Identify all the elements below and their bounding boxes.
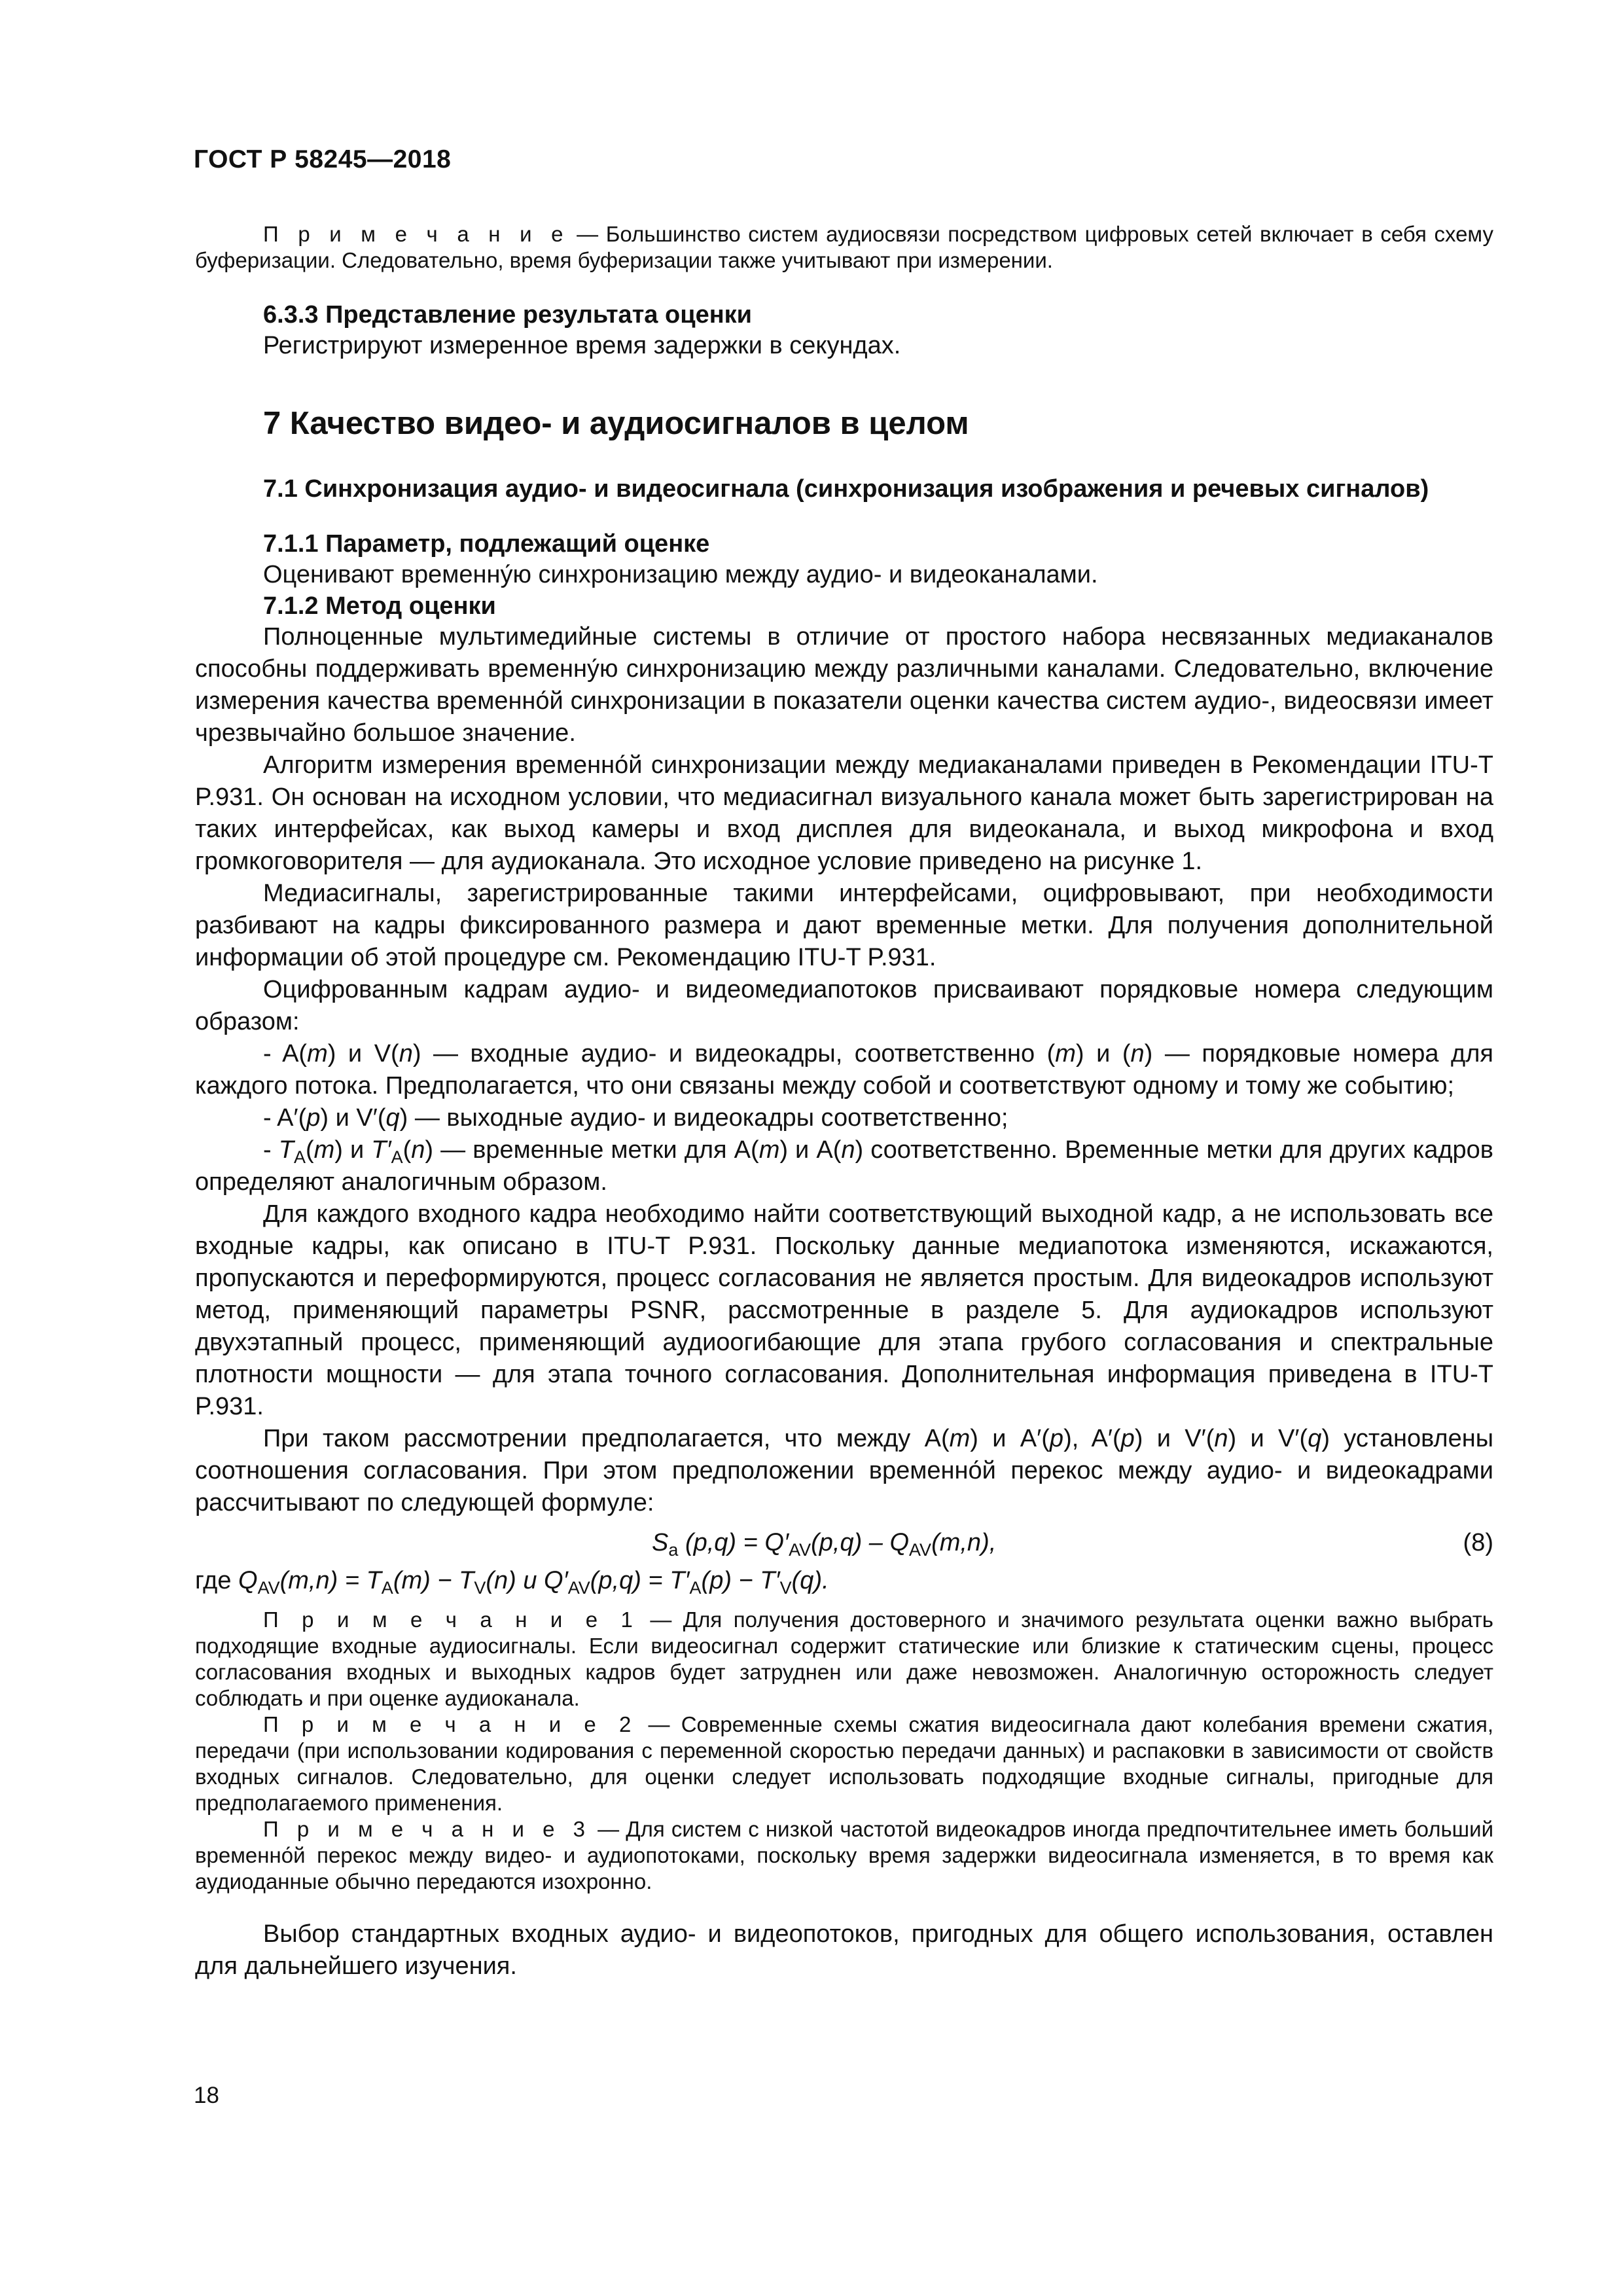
note-text: — Большинство систем аудиосвязи посредством цифровых сетей включает в себя схему буферизации. Следовательно, время буферизации также учитывают при измерении. xyxy=(195,222,1493,272)
paragraph-matching: Для каждого входного кадра необходимо найти соответствующий выходной кадр, а не использовать все входные кадры, как описано в ITU-T P.931. Поскольку данные медиапотока изменяются, искажаются, пропускаются и переформируются, процесс согласования не является простым. Для видеокадров используют метод, применяющий параметры PSNR, рассмотренные в разделе 5. Для аудиокадров используют двухэтапный процесс, применяющий аудиоогибающие для этапа грубого согласования и спектральные плотности мощности — для этапа точного согласования. Дополнительная информация приведена в ITU-T P.931. xyxy=(195,1200,1493,1420)
heading-7-1-1: 7.1.1 Параметр, подлежащий оценке xyxy=(263,530,710,558)
formula-where: где $Q_{AV}(m,n) = T_A(m) - T_V(n)$ и $Q'_{AV}(p,q) = T'_A(p) - T'_V(q)$. xyxy=(195,1567,829,1598)
paragraph-media-signals: Медиасигналы, зарегистрированные такими интерфейсами, оцифровывают, при необходимости разбивают на кадры фиксированного размера и дают временные метки. Для получения дополнительной информации об этой процедуре см. Рекомендацию ITU-T P.931. xyxy=(195,880,1493,971)
note-3: П р и м е ч а н и е 3 — Для систем с низкой частотой видеокадров иногда предпочтительнее иметь больший временно́й перекос между видео- и аудиопотоками, поскольку время задержки видеосигнала изменяется, в то время как аудиоданные обычно передаются изохронно. xyxy=(195,1817,1494,1893)
note-2: П р и м е ч а н и е 2 — Современные схемы сжатия видеосигнала дают колебания времени сжатия, передачи (при использовании кодирования с переменной скоростью передачи данных) и распаковки в зависимости от свойств входных сигналов. Следовательно, для оценки следует использовать подходящие входные сигналы, пригодные для предполагаемого применения. xyxy=(195,1712,1493,1815)
paragraph-conclusion: Выбор стандартных входных аудио- и видеопотоков, пригодных для общего использования, оставлен для дальнейшего изучения. xyxy=(195,1920,1493,1980)
list-item-output-frames: - A′(p) и V′(q) — выходные аудио- и видеокадры соответственно; xyxy=(263,1104,1008,1132)
note-buffering xyxy=(195,221,1493,274)
heading-7-1-2: 7.1.2 Метод оценки xyxy=(263,592,496,620)
text-6-3-3: Регистрируют измеренное время задержки в секундах. xyxy=(263,332,901,359)
page-content xyxy=(195,221,1493,1982)
text-7-1-1: Оценивают временну́ю синхронизацию между аудио- и видеоканалами. xyxy=(263,561,1098,588)
note-1: П р и м е ч а н и е 1 — Для получения достоверного и значимого результата оценки важно выбрать подходящие входные аудиосигналы. Если видеосигнал содержит статические или близкие к статическим сцены, процесс согласования входных и выходных кадров будет затруднен или даже невозможен. Аналогичную осторожность следует соблюдать и при оценке аудиоканала. xyxy=(195,1607,1494,1710)
formula-expression: $S_a$ $(p,q) = Q'_{AV}(p,q) - Q_{AV}(m,n)$, xyxy=(652,1529,997,1560)
paragraph-frame-numbering: Оцифрованным кадрам аудио- и видеомедиапотоков присваивают порядковые номера следующим образом: xyxy=(195,976,1493,1035)
paragraph-multimedia: Полноценные мультимедийные системы в отличие от простого набора несвязанных медиаканалов способны поддерживать временну́ю синхронизацию между различными каналами. Следовательно, включение измерения качества временно́й синхронизации в показатели оценки качества систем аудио-, видеосвязи имеет чрезвычайно большое значение. xyxy=(195,623,1493,747)
list-item-timestamps: - $T_A(m)$ и $T'_A(n)$ — временные метки для A(m) и A(n) соответственно. Временные метки для других кадров определяют аналогичным образом. xyxy=(195,1136,1493,1196)
heading-7: 7 Качество видео- и аудиосигналов в целом xyxy=(263,406,969,441)
heading-6-3-3: 6.3.3 Представление результата оценки xyxy=(263,301,753,329)
heading-7-1: 7.1 Синхронизация аудио- и видеосигнала (синхронизация изображения и речевых сигналов) xyxy=(263,475,1429,503)
standard-id: ГОСТ Р 58245—2018 xyxy=(194,145,452,173)
formula-number: (8) xyxy=(1463,1529,1493,1556)
list-item-input-frames: - A(m) и V(n) — входные аудио- и видеокадры, соответственно (m) и (n) — порядковые номера для каждого потока. Предполагается, что они связаны между собой и соответствуют одному и тому же событию; xyxy=(195,1040,1493,1100)
paragraph-skew: При таком рассмотрении предполагается, что между A(m) и A′(p), A′(p) и V′(n) и V′(q) установлены соотношения согласования. При этом предположении временно́й перекос между аудио- и видеокадрами рассчитывают по следующей формуле: xyxy=(195,1425,1494,1516)
paragraph-algorithm: Алгоритм измерения временно́й синхронизации между медиаканалами приведен в Рекомендации ITU-T P.931. Он основан на исходном условии, что медиасигнал визуального канала может быть зарегистрирован на таких интерфейсах, как выход камеры и вход дисплея для видеоканала, и выход микрофона и вход громкоговорителя — для аудиоканала. Это исходное условие приведено на рисунке 1. xyxy=(195,751,1493,875)
formula-8 xyxy=(195,1524,1493,1564)
page-number: 18 xyxy=(194,2083,219,2108)
note-label: П р и м е ч а н и е xyxy=(263,222,569,246)
